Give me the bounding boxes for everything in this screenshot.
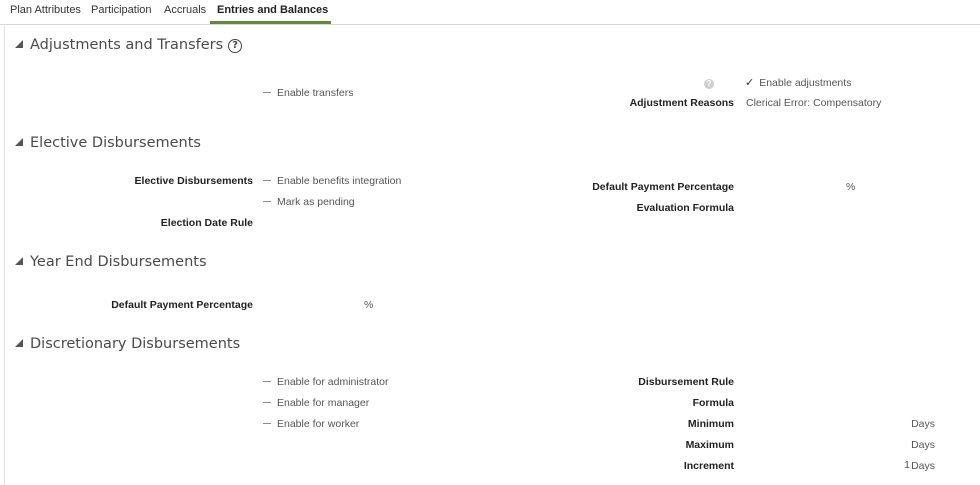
collapse-triangle-icon[interactable]	[15, 257, 23, 265]
collapse-triangle-icon[interactable]	[15, 40, 23, 48]
increment-label: Increment	[683, 460, 734, 472]
minimum-label: Minimum	[687, 418, 734, 430]
section-header-elective[interactable]	[15, 135, 201, 151]
elective-disbursements-label: Elective Disbursements	[134, 175, 253, 187]
unchecked-dash-icon	[263, 180, 271, 181]
unchecked-dash-icon	[263, 381, 271, 382]
adjustment-reasons-label: Adjustment Reasons	[629, 97, 734, 109]
enable-benefits-integration-checkbox[interactable]	[263, 175, 401, 187]
enable-for-manager-checkbox[interactable]	[263, 397, 369, 409]
increment-unit: Days	[911, 460, 935, 472]
enable-for-worker-checkbox[interactable]	[263, 418, 359, 430]
tab-bar	[0, 0, 980, 25]
enable-for-administrator-checkbox[interactable]	[263, 376, 388, 388]
enable-transfers-label: Enable transfers	[277, 87, 354, 99]
section-title-year-end: Year End Disbursements	[30, 254, 207, 270]
unchecked-dash-icon	[263, 92, 271, 93]
section-title-adjustments: Adjustments and Transfers	[30, 37, 224, 53]
unchecked-dash-icon	[263, 423, 271, 424]
collapse-triangle-icon[interactable]	[15, 138, 23, 146]
enable-for-administrator-label: Enable for administrator	[277, 376, 389, 388]
evaluation-formula-label: Evaluation Formula	[636, 202, 734, 214]
minimum-unit: Days	[911, 418, 935, 430]
question-info-icon[interactable]: ?	[704, 79, 714, 89]
election-date-rule-label: Election Date Rule	[160, 217, 253, 229]
enable-transfers-checkbox[interactable]	[263, 87, 353, 99]
tab-plan-attributes[interactable]: Plan Attributes	[10, 4, 81, 16]
adjustment-reasons-value: Clerical Error: Compensatory	[746, 97, 882, 109]
tab-participation[interactable]: Participation	[91, 4, 152, 16]
maximum-unit: Days	[911, 439, 935, 451]
year-end-percent-symbol: %	[364, 299, 374, 311]
section-title-elective: Elective Disbursements	[30, 135, 201, 151]
enable-for-worker-label: Enable for worker	[277, 418, 360, 430]
mark-as-pending-checkbox[interactable]	[263, 196, 355, 208]
enable-for-manager-label: Enable for manager	[277, 397, 370, 409]
maximum-label: Maximum	[685, 439, 734, 451]
section-header-adjustments[interactable]	[15, 37, 242, 53]
collapse-triangle-icon[interactable]	[15, 339, 23, 347]
section-title-discretionary: Discretionary Disbursements	[30, 336, 241, 352]
mark-as-pending-label: Mark as pending	[277, 196, 355, 208]
increment-value: 1	[904, 459, 910, 471]
enable-adjustments-label: Enable adjustments	[759, 77, 852, 89]
section-header-year-end[interactable]	[15, 254, 207, 270]
help-circle-icon[interactable]: ?	[228, 39, 242, 53]
enable-benefits-integration-label: Enable benefits integration	[277, 175, 402, 187]
checkmark-icon: ✓	[745, 77, 755, 89]
unchecked-dash-icon	[263, 402, 271, 403]
unchecked-dash-icon	[263, 201, 271, 202]
tab-accruals[interactable]: Accruals	[164, 4, 207, 16]
section-header-discretionary[interactable]	[15, 336, 240, 352]
formula-label: Formula	[692, 397, 734, 409]
year-end-default-payment-percentage-label: Default Payment Percentage	[111, 299, 253, 311]
elective-default-payment-percentage-label: Default Payment Percentage	[592, 181, 734, 193]
tab-entries-and-balances[interactable]: Entries and Balances	[217, 4, 329, 16]
disbursement-rule-label: Disbursement Rule	[638, 376, 734, 388]
enable-adjustments-checkbox[interactable]	[745, 76, 851, 89]
elective-percent-symbol: %	[846, 181, 856, 193]
